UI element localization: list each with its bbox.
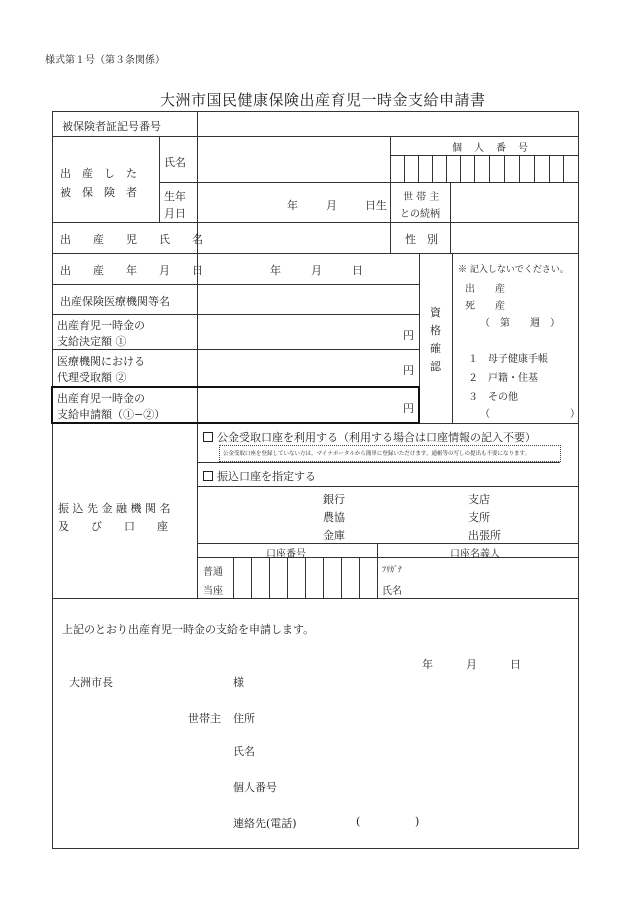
designate-account-label: 振込口座を指定する bbox=[217, 470, 316, 483]
applicant-name-label: 氏名 bbox=[233, 745, 255, 758]
insured-number-field[interactable] bbox=[200, 113, 576, 135]
bank-label-2: 及 び 口 座 bbox=[58, 520, 168, 533]
amount2-label-2: 代理受取額 ② bbox=[57, 371, 127, 384]
applicant-phone-field[interactable] bbox=[364, 810, 412, 834]
qualification-note: ※ 記入しないでください。 bbox=[458, 265, 569, 275]
contact-paren-open: ( bbox=[356, 815, 361, 828]
qualification-opt1: １ 母子健康手帳 bbox=[468, 354, 548, 365]
date-year: 年 bbox=[422, 658, 433, 671]
branch-type-branch: 支店 bbox=[468, 493, 490, 506]
insured-number-label: 被保険者証記号番号 bbox=[62, 120, 161, 133]
amount2-label-1: 医療機関における bbox=[57, 355, 145, 368]
branch-type-office: 支所 bbox=[468, 511, 490, 524]
institution-label: 出産保険医療機関等名 bbox=[60, 295, 170, 308]
insured-label-2: 被 保 険 者 bbox=[60, 186, 137, 199]
qualification-label-4: 認 bbox=[430, 360, 441, 373]
institution-field[interactable] bbox=[200, 286, 417, 313]
date-day: 日 bbox=[510, 658, 521, 671]
amount3-label-1: 出産育児一時金の bbox=[57, 392, 145, 405]
gender-field[interactable] bbox=[453, 224, 577, 252]
date-month: 月 bbox=[466, 658, 477, 671]
applicant-mynumber-label: 個人番号 bbox=[233, 781, 277, 794]
relation-label-2: との続柄 bbox=[400, 209, 440, 220]
account-holder-field[interactable] bbox=[410, 558, 576, 597]
qualification-opt3-paren: （ ） bbox=[480, 409, 580, 420]
child-name-field[interactable] bbox=[200, 224, 388, 252]
account-number-label: 口座番号 bbox=[266, 549, 306, 560]
bank-name-field[interactable] bbox=[200, 488, 318, 542]
qualification-stillbirth: 死 産 bbox=[465, 301, 505, 312]
householder-label: 世帯主 bbox=[188, 712, 221, 725]
account-type-2: 当座 bbox=[203, 586, 223, 597]
contact-paren-close: ) bbox=[415, 815, 420, 828]
birth-date-year: 年 bbox=[270, 264, 281, 277]
birth-label-2: 月日 bbox=[164, 207, 186, 220]
amount1-yen: 円 bbox=[403, 329, 414, 342]
insured-name-label: 氏名 bbox=[164, 156, 186, 169]
amount3-yen: 円 bbox=[403, 402, 414, 415]
applicant-address-field[interactable] bbox=[270, 705, 560, 729]
form-number: 様式第１号（第３条関係） bbox=[45, 55, 165, 66]
qualification-birth: 出 産 bbox=[465, 284, 505, 295]
amount1-label-2: 支給決定額 ① bbox=[57, 335, 127, 348]
addressee-suffix: 様 bbox=[233, 676, 244, 689]
birth-day: 日生 bbox=[365, 199, 387, 212]
designate-account-option[interactable] bbox=[203, 468, 316, 484]
account-holder-label: 口座名義人 bbox=[450, 549, 500, 560]
bank-type-kinko: 金庫 bbox=[323, 529, 345, 542]
birth-month: 月 bbox=[326, 199, 337, 212]
public-account-note: 公金受取口座を登録していない方は、マイナポータルから簡単に登録いただけます。通帳等の写しの提出も不要になります。 bbox=[223, 451, 531, 457]
public-account-option[interactable] bbox=[203, 429, 536, 445]
birth-date-label: 出 産 年 月 日 bbox=[60, 264, 203, 277]
applicant-contact-label: 連絡先(電話) bbox=[233, 817, 297, 830]
account-type-1: 普通 bbox=[203, 567, 223, 578]
qualification-label-1: 資 bbox=[430, 306, 441, 319]
child-name-label: 出 産 児 氏 名 bbox=[60, 233, 203, 246]
qualification-label-2: 格 bbox=[430, 324, 441, 337]
qualification-label-3: 確 bbox=[430, 342, 441, 355]
applicant-name-field[interactable] bbox=[270, 738, 560, 762]
public-account-label: 公金受取口座を利用する（利用する場合は口座情報の記入不要） bbox=[217, 431, 536, 444]
declaration-text: 上記のとおり出産育児一時金の支給を申請します。 bbox=[62, 623, 315, 636]
gender-label: 性 別 bbox=[405, 233, 438, 246]
amount1-label-1: 出産育児一時金の bbox=[57, 319, 145, 332]
bank-label-1: 振 込 先 金 融 機 関 名 bbox=[58, 502, 171, 515]
bank-type-coop: 農協 bbox=[323, 511, 345, 524]
amount2-yen: 円 bbox=[403, 364, 414, 377]
applicant-address-label: 住所 bbox=[233, 712, 255, 725]
insured-name-field[interactable] bbox=[200, 138, 388, 181]
holder-name-label: 氏名 bbox=[382, 586, 402, 597]
birth-label-1: 生年 bbox=[164, 190, 186, 203]
branch-name-field[interactable] bbox=[350, 488, 464, 542]
mynumber-label: 個 人 番 号 bbox=[452, 143, 529, 154]
relation-field[interactable] bbox=[453, 184, 577, 221]
mynumber-field[interactable] bbox=[391, 156, 577, 181]
amount3-label-2: 支給申請額（①−②） bbox=[57, 408, 166, 421]
page-title: 大洲市国民健康保険出産育児一時金支給申請書 bbox=[160, 91, 486, 109]
relation-label-1: 世 帯 主 bbox=[403, 192, 440, 203]
qualification-weeks: （ 第 週 ） bbox=[480, 318, 560, 329]
designate-account-checkbox[interactable] bbox=[203, 471, 213, 481]
public-account-checkbox[interactable] bbox=[203, 432, 213, 442]
branch-type-outpost: 出張所 bbox=[468, 529, 501, 542]
account-number-field[interactable] bbox=[234, 558, 376, 597]
qualification-opt2: ２ 戸籍・住基 bbox=[468, 373, 538, 384]
birth-date-day: 日 bbox=[352, 264, 363, 277]
addressee: 大洲市長 bbox=[69, 676, 113, 689]
qualification-opt3: ３ その他 bbox=[468, 392, 518, 403]
birth-date-month: 月 bbox=[311, 264, 322, 277]
bank-type-bank: 銀行 bbox=[323, 493, 345, 506]
applicant-mynumber-field[interactable] bbox=[290, 774, 560, 798]
birth-year: 年 bbox=[287, 199, 298, 212]
insured-label-1: 出 産 し た bbox=[60, 167, 137, 180]
furigana-label: ﾌﾘｶﾞﾅ bbox=[382, 565, 402, 574]
